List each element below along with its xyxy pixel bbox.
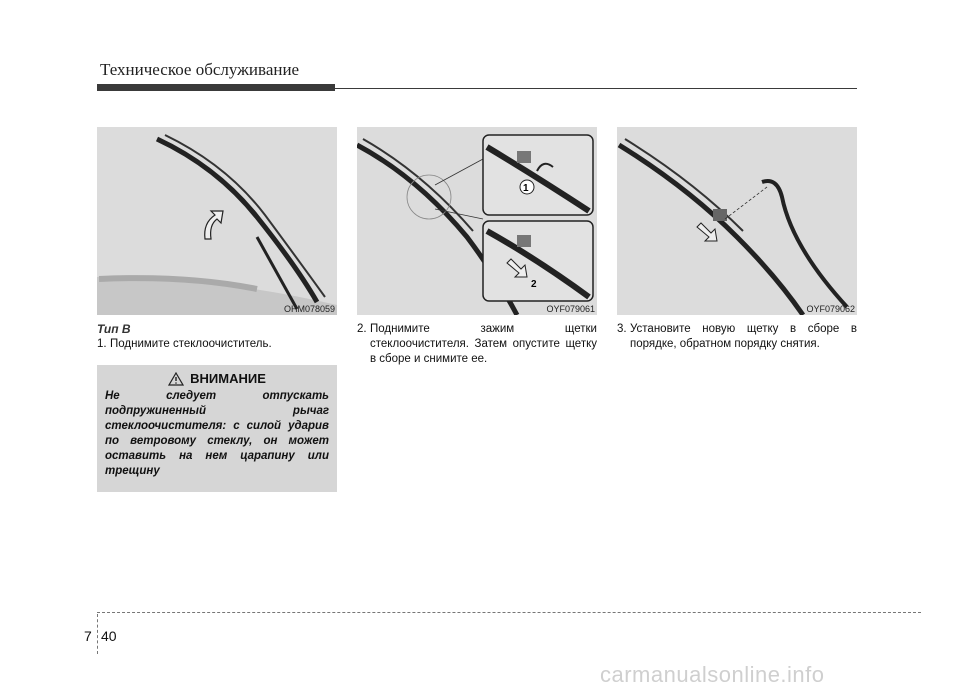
blade-install-illustration (617, 127, 857, 315)
type-label: Тип B (97, 322, 131, 336)
step-text: Поднимите зажим щетки стеклоочистителя. Затем опустите щетку в сборе и снимите ее. (370, 323, 597, 365)
figure-code: OYF079062 (806, 304, 855, 314)
column-3 (617, 322, 857, 352)
step-1 (97, 337, 337, 352)
footer-rule (97, 612, 921, 613)
warning-text: Не следует отпускать подпружиненный рычаг стеклоочистителя: с силой ударив по ветровому стеклу, он может оставить на нем царапину или трещину (105, 390, 329, 477)
step-number: 1. (97, 338, 107, 350)
callout-1: 1 (523, 183, 529, 194)
page-number: 40 (101, 628, 117, 644)
arrow-down-icon (697, 223, 717, 241)
figure-install-blade (617, 127, 857, 315)
figure-code: OYF079061 (546, 304, 595, 314)
figure-lift-wiper (97, 127, 337, 315)
step-2 (357, 322, 597, 367)
blade-removal-illustration (357, 127, 597, 315)
header-bar (97, 84, 335, 91)
arrow-up-icon (205, 211, 223, 239)
figure-code: OHM078059 (283, 304, 335, 314)
warning-header (105, 371, 329, 386)
step-3 (617, 322, 857, 352)
column-1 (97, 322, 337, 352)
step-text: Установите новую щетку в сборе в порядке, обратном порядку снятия. (630, 323, 857, 350)
warning-triangle-icon (168, 372, 184, 386)
step-text: Поднимите стеклоочиститель. (110, 338, 272, 350)
footer-divider (97, 614, 98, 654)
watermark: carmanualsonline.info (600, 662, 825, 687)
header-rule (335, 88, 857, 89)
step-number: 3. (617, 323, 627, 335)
chapter-number: 7 (84, 628, 92, 644)
warning-title: ВНИМАНИЕ (190, 371, 266, 386)
wiper-lift-illustration (97, 127, 337, 315)
warning-box (97, 365, 337, 492)
callout-2: 2 (531, 279, 537, 290)
step-number: 2. (357, 323, 367, 335)
figure-remove-blade (357, 127, 597, 315)
column-2 (357, 322, 597, 367)
section-title: Техническое обслуживание (100, 60, 300, 79)
